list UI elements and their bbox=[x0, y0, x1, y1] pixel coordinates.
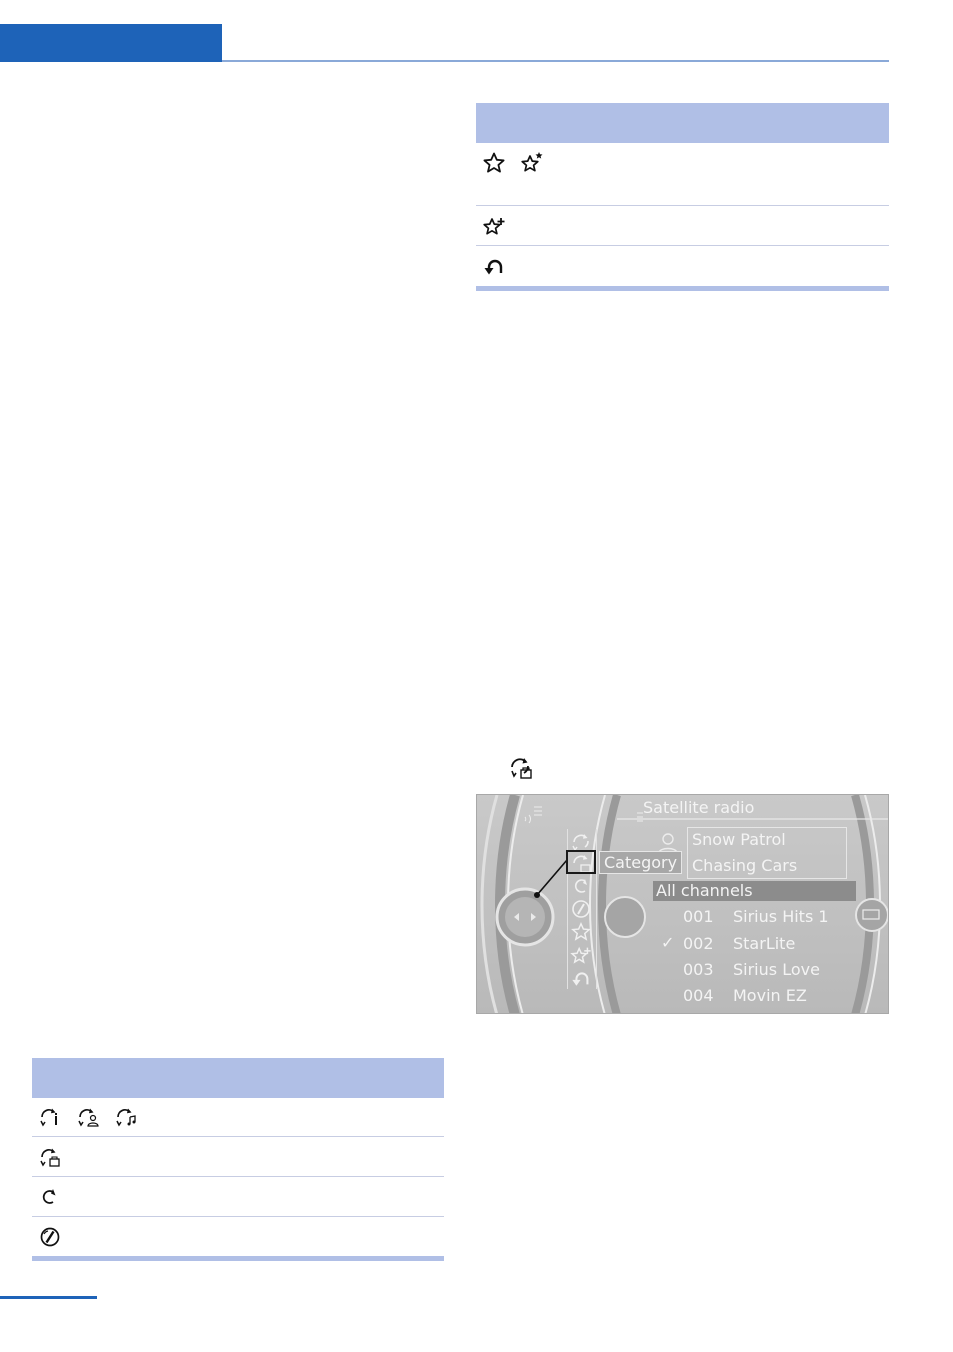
category-tooltip: Category bbox=[599, 851, 682, 874]
favorites-table bbox=[476, 103, 889, 291]
back-arrow-icon[interactable] bbox=[569, 967, 593, 989]
header-tab bbox=[0, 24, 222, 62]
category-icon bbox=[508, 754, 534, 780]
table-footer bbox=[476, 286, 889, 291]
search-icon[interactable] bbox=[569, 875, 593, 897]
header-rule bbox=[222, 60, 889, 62]
satellite-radio-screen bbox=[476, 794, 889, 1014]
search-icon bbox=[38, 1185, 62, 1209]
check-icon: ✓ bbox=[661, 933, 675, 952]
star-icon bbox=[482, 151, 506, 175]
channel-name[interactable]: Sirius Hits 1 bbox=[733, 907, 829, 926]
table-row bbox=[476, 206, 889, 246]
table-header bbox=[32, 1058, 444, 1098]
artist-name: Snow Patrol bbox=[692, 830, 786, 849]
back-arrow-icon bbox=[482, 254, 506, 278]
category-icon bbox=[38, 1145, 62, 1169]
star-plus-icon[interactable] bbox=[569, 944, 593, 966]
star-with-small-star-icon bbox=[520, 151, 544, 175]
channel-switch-info-icon bbox=[38, 1105, 62, 1129]
table-row bbox=[476, 246, 889, 286]
channel-name[interactable]: Movin EZ bbox=[733, 986, 807, 1005]
channel-name[interactable]: Sirius Love bbox=[733, 960, 820, 979]
table-row bbox=[32, 1137, 444, 1177]
channel-list-table bbox=[32, 1058, 444, 1261]
radio-icon[interactable] bbox=[569, 898, 593, 920]
channel-number: 001 bbox=[683, 907, 714, 926]
radio-icon bbox=[38, 1225, 62, 1249]
table-footer bbox=[32, 1256, 444, 1261]
footer-rule bbox=[0, 1296, 97, 1299]
channel-number: 002 bbox=[683, 934, 714, 953]
song-title: Chasing Cars bbox=[692, 856, 798, 875]
channel-switch-artist-icon bbox=[76, 1105, 100, 1129]
channel-name[interactable]: StarLite bbox=[733, 934, 796, 953]
channel-switch-music-icon bbox=[114, 1105, 138, 1129]
table-header bbox=[476, 103, 889, 143]
channel-number: 004 bbox=[683, 986, 714, 1005]
selected-menu-frame bbox=[566, 850, 596, 874]
table-row bbox=[32, 1098, 444, 1137]
table-row bbox=[32, 1217, 444, 1256]
table-row bbox=[476, 143, 889, 206]
list-header[interactable]: All channels bbox=[653, 881, 856, 901]
table-row bbox=[32, 1177, 444, 1217]
star-icon[interactable] bbox=[569, 921, 593, 943]
star-plus-icon bbox=[482, 214, 506, 238]
channel-number: 003 bbox=[683, 960, 714, 979]
screen-title: Satellite radio bbox=[643, 798, 755, 817]
